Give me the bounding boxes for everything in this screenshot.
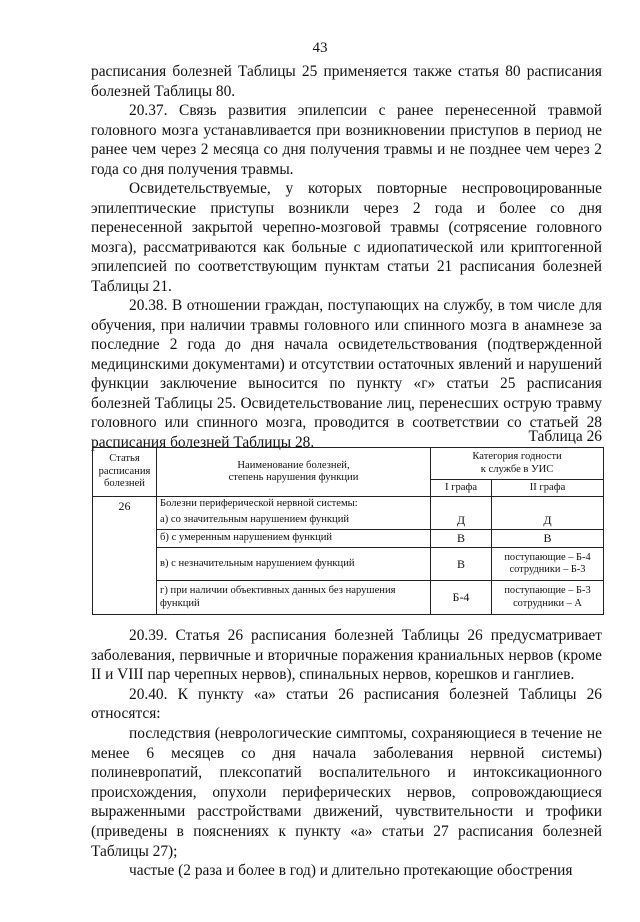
table-row-b-col2: В xyxy=(492,530,604,548)
table-row-d-name: г) при наличии объективных данных без нарушения функций xyxy=(157,581,431,615)
table-row-a-name: а) со значительным нарушением функций xyxy=(157,512,431,530)
header-category xyxy=(431,448,604,480)
header-name-line1: Наименование болезней, xyxy=(237,459,350,471)
table-row-b-col1: В xyxy=(431,530,492,548)
disease-table xyxy=(92,447,604,615)
header-category-line1: Категория годности xyxy=(472,451,562,462)
header-column-2: II графа xyxy=(492,480,604,497)
paragraph: последствия (неврологические симптомы, сохраняющиеся в течение не менее 6 месяцев со дня начала заболевания нервной системы) полиневропатий, плексопатий воспалительного и интоксикационного происхождения, опухоли периферических нервов, сопровождающиеся выраженными расстройствами движений, чувствительности и трофики (приведены в пояснениях к пункту «а» статьи 27 расписания болезней Таблицы 27); xyxy=(91,724,602,860)
table-row-d-col1: Б-4 xyxy=(431,581,492,615)
paragraph: 20.39. Статья 26 расписания болезней Таблицы 26 предусматривает заболевания, первичные и вторичные поражения краниальных нервов (кроме II и VIII пар черепных нервов), спинальных нервов, корешков и ганглиев. xyxy=(91,627,602,684)
paragraph: 20.38. В отношении граждан, поступающих на службу, в том числе для обучения, при наличии травмы головного или спинного мозга в анамнезе за последние 2 года до дня начала освидетельствования (подтвержденной медицинскими документами) и отсутствии остаточных явлений и нарушений функции заключение выносится по пункту «г» статьи 25 расписания болезней Таблицы 25. Освидетельствование лиц, перенесших острую травму головного или спинного мозга, проводится в соответствии со статьей 28 расписания болезней Таблицы 28. xyxy=(91,297,602,451)
table-row-c-col2 xyxy=(492,548,604,581)
header-column-1: I графа xyxy=(431,480,492,497)
paragraph: 20.40. К пункту «а» статьи 26 расписания болезней Таблицы 26 относятся: xyxy=(91,685,602,723)
table-row-d-col2 xyxy=(492,581,604,615)
group-label: Болезни периферической нервной системы: xyxy=(157,497,431,512)
table-row-d-col2-line1: поступающие – Б-3 xyxy=(504,585,591,596)
table-row-c-col2-line2: сотрудники – Б-3 xyxy=(509,564,586,575)
table-row-b-name: б) с умеренным нарушением функций xyxy=(157,530,431,548)
body-text-top xyxy=(91,62,602,452)
table-row-c-name: в) с незначительным нарушением функций xyxy=(157,548,431,581)
article-number: 26 xyxy=(93,497,157,615)
paragraph: Освидетельствуемые, у которых повторные неспровоцированные эпилептические приступы возникли через 2 года и более со дня перенесенной закрытой черепно-мозговой травмы (сотрясение головного мозга), рассматриваются как больные с идиопатической или криптогенной эпилепсией по соответствующим пунктам статьи 21 расписания болезней Таблицы 21. xyxy=(91,180,602,295)
header-category-line2: к службе в УИС xyxy=(480,463,554,475)
header-name-line2: степень нарушения функции xyxy=(228,472,359,483)
table-row-d-col2-line2: сотрудники – А xyxy=(513,597,582,609)
paragraph: 20.37. Связь развития эпилепсии с ранее перенесенной травмой головного мозга устанавливается при возникновении приступов в период не ранее чем через 2 месяца со дня получения травмы и не позднее чем через 2 года со дня получения травмы. xyxy=(91,102,602,178)
table-row-a-col2: Д xyxy=(492,512,604,530)
page-number: 43 xyxy=(312,40,328,56)
table-caption: Таблица 26 xyxy=(528,428,602,445)
paragraph: частые (2 раза и более в год) и длительно протекающие обострения xyxy=(129,862,573,880)
table-row-a-col1: Д xyxy=(431,512,492,530)
paragraph: расписания болезней Таблицы 25 применяется также статья 80 расписания болезней Таблицы 80. xyxy=(91,63,602,100)
table-row-c-col1: В xyxy=(431,548,492,581)
table-row-c-col2-line1: поступающие – Б-4 xyxy=(504,551,591,563)
body-text-bottom xyxy=(91,626,602,881)
header-name xyxy=(157,448,431,497)
header-article: Статья расписания болезней xyxy=(93,448,157,497)
